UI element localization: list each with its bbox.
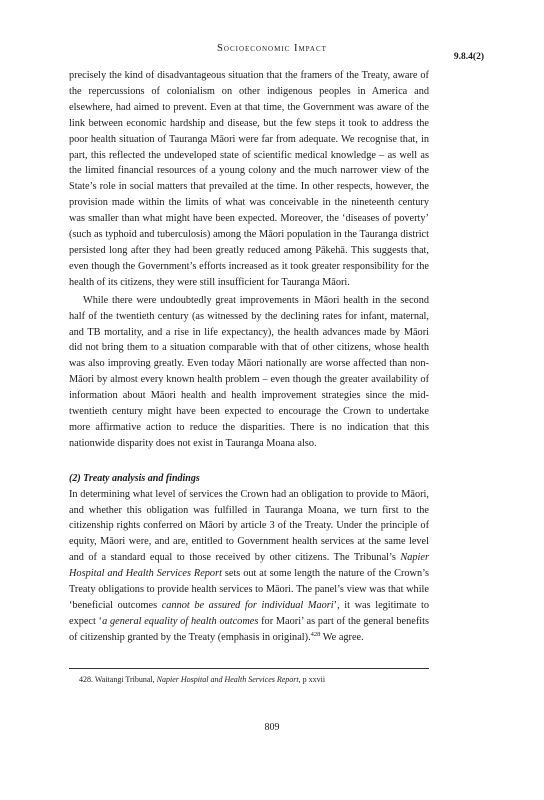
footnote-title-italic: Napier Hospital and Health Services Report <box>156 675 299 684</box>
emphasis-italic: cannot be assured for individual Maori <box>161 600 334 611</box>
paragraph-3-text: We agree. <box>320 631 364 643</box>
running-head: Socioeconomic Impact <box>217 43 327 54</box>
paragraph-2: While there were undoubtedly great improvements in Māori health in the second half of the twentieth century (as witnessed by the declining rates for infant, maternal, and TB mortality, and a rise in life expectancy), the health advances made by Māori did not bring them to a situation comparable with that of other citizens, whose health was also improving greatly. Even today Māori nationally are worse affected than non-Māori by almost every known health problem – even though the greater availability of information about Māori health and health improvement strategies since the mid-twentieth century might have been expected to encourage the Crown to undertake more affirmative action to reduce the disparities. There is no indication that this nationwide disparity does not exist in Tauranga Moana also. <box>69 294 429 449</box>
section-heading: (2) Treaty analysis and findings <box>69 472 200 484</box>
paragraph-3-text: for Maori’ as part of the general benefits of citizenship granted by the Treaty (emphasis in original). <box>69 615 429 643</box>
footnote-marker: 428 <box>310 630 321 638</box>
footnote-text: , p xxvii <box>298 675 326 684</box>
footnote-text: 428. Waitangi Tribunal, <box>79 675 157 684</box>
paragraph-1: precisely the kind of disadvantageous situation that the framers of the Treaty, aware of the repercussions of colonialism on other indigenous peoples in America and elsewhere, had aimed to prevent. Even at that time, the Government was aware of the link between economic hardship and disease, but the few steps it took to address the poor health situation of Tauranga Māori were far from adequate. We recognise that, in part, this reflected the undeveloped state of scientific medical knowledge – as well as the limited financial resources of a young colony and the much narrower view of the State’s role in social matters that prevailed at the time. In other respects, however, the provision made within the limits of what was conceivable in the nineteenth century was smaller than what might have been expected. Moreover, the ‘diseases of poverty’ (such as typhoid and tuberculosis) among the Māori population in the Tauranga district persisted long after they had been greatly reduced among Pākehā. This suggests that, even though the Government’s efforts increased as it took greater responsibility for the health of its citizens, they were still insufficient for Tauranga Māori. <box>69 70 429 288</box>
footnote <box>79 675 429 685</box>
paragraph-3-text: ’, it was legitimate to expect ‘ <box>69 600 429 627</box>
paragraph-3 <box>69 487 429 646</box>
page-number: 809 <box>264 722 280 733</box>
section-number: 9.8.4(2) <box>453 52 484 62</box>
footnote-rule <box>69 668 429 669</box>
report-title-italic: Napier Hospital and Health Services Report <box>69 552 429 580</box>
paragraph-3-text: In determining what level of services the Crown had an obligation to provide to Māori, and whether this obligation was fulfilled in Tauranga Moana, we turn first to the citizenship rights conferred on Māori by article 3 of the Treaty. Under the principle of equity, Māori were, and are, entitled to Government health services at the same level and of a standard equal to those received by other citizens. The Tribunal’s <box>69 488 429 564</box>
paragraph-3-text: sets out at some length the nature of the Crown’s Treaty obligations to provide health services to Māori. The panel’s view was that while ‘beneficial outcomes <box>69 568 429 611</box>
body-text <box>69 68 429 646</box>
emphasis-italic: a general equality of health outcomes <box>102 615 259 627</box>
